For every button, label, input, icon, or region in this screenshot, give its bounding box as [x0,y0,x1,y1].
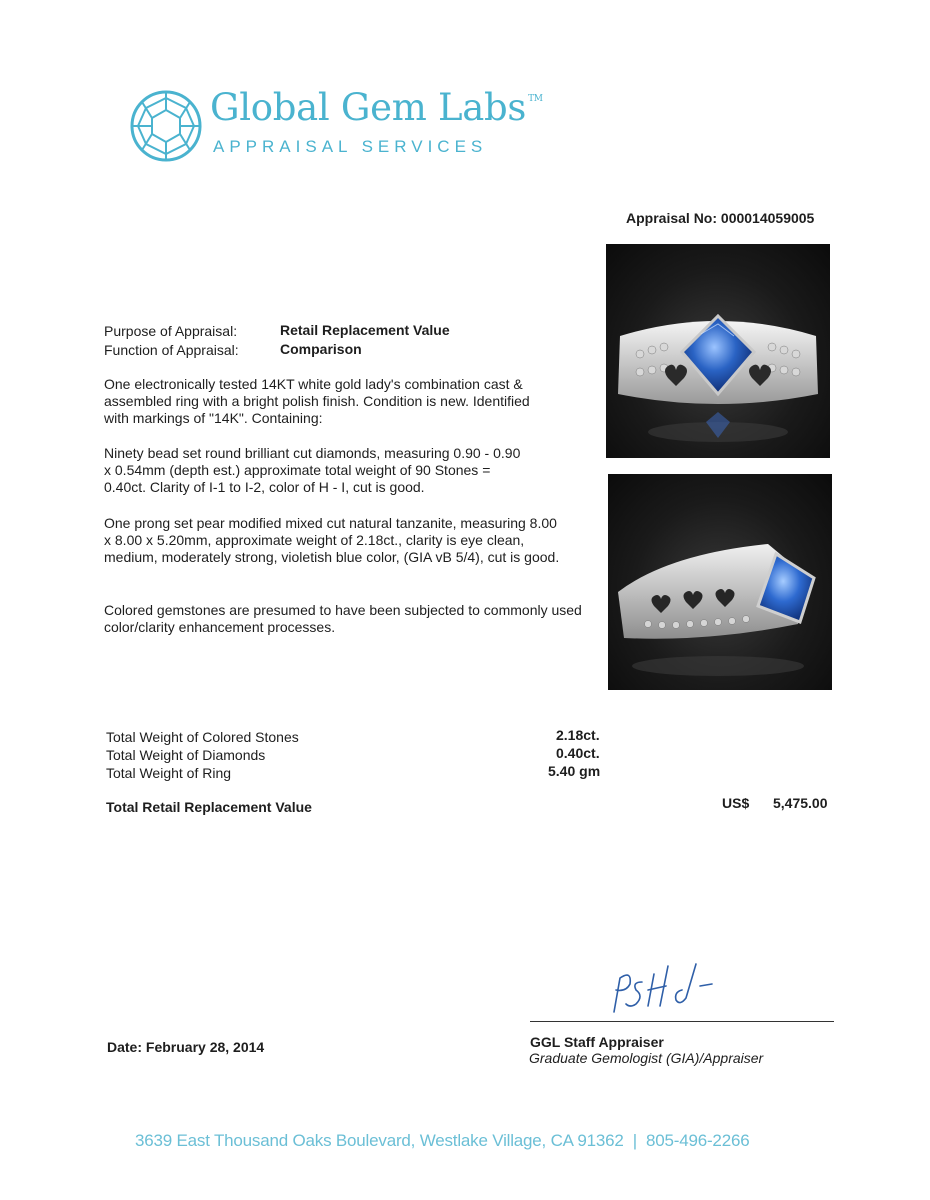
total-colored-stones-value: 2.18ct. [556,727,600,743]
purpose-label: Purpose of Appraisal: [104,323,238,339]
retail-currency: US$ [722,795,750,811]
ring-photo-front [606,244,830,458]
description-diamonds: Ninety bead set round brilliant cut diamonds, measuring 0.90 - 0.90 x 0.54mm (depth est.) approximate total weight of 90 Stones = 0.40ct. Clarity of I-1 to I-2, color of H - I, cut is good. [104,445,521,495]
total-diamonds-label: Total Weight of Diamonds [106,747,266,763]
total-colored-stones-label: Total Weight of Colored Stones [106,729,299,745]
footer-address: 3639 East Thousand Oaks Boulevard, Westlake Village, CA 91362 | 805-496-2266 [135,1131,750,1150]
purpose-value: Retail Replacement Value [280,322,450,338]
company-tagline: APPRAISAL SERVICES [213,137,488,156]
company-name: Global Gem Labs ™ [210,86,543,129]
signature-line [530,1021,834,1022]
total-ring-label: Total Weight of Ring [106,765,232,781]
appraiser-title: GGL Staff Appraiser [530,1034,664,1050]
description-ring: One electronically tested 14KT white gold lady's combination cast & assembled ring with a bright polish finish. Condition is new. Identified with markings of "14K". Containing: [104,376,530,426]
function-value: Comparison [280,341,362,357]
appraiser-signature [596,960,726,1020]
gem-logo-icon [128,88,204,164]
retail-amount: 5,475.00 [773,795,828,811]
ring-photo-side [608,474,832,690]
trademark: TM [528,93,543,104]
description-enhancement: Colored gemstones are presumed to have been subjected to commonly used color/clarity enhancement processes. [104,602,582,635]
ring-side-illustration [608,474,832,690]
appraisal-date: Date: February 28, 2014 [107,1039,265,1055]
ring-front-illustration [606,244,830,458]
description-tanzanite: One prong set pear modified mixed cut natural tanzanite, measuring 8.00 x 8.00 x 5.20mm, approximate weight of 2.18ct., clarity is eye clean, medium, moderately strong, violetish blue color, (GIA vB 5/4), cut is good. [104,515,560,565]
function-label: Function of Appraisal: [104,342,239,358]
total-diamonds-value: 0.40ct. [556,745,600,761]
total-ring-value: 5.40 gm [548,763,601,779]
appraisal-number: Appraisal No: 000014059005 [626,210,815,226]
appraiser-credentials: Graduate Gemologist (GIA)/Appraiser [529,1050,764,1066]
retail-value-label: Total Retail Replacement Value [106,799,312,815]
